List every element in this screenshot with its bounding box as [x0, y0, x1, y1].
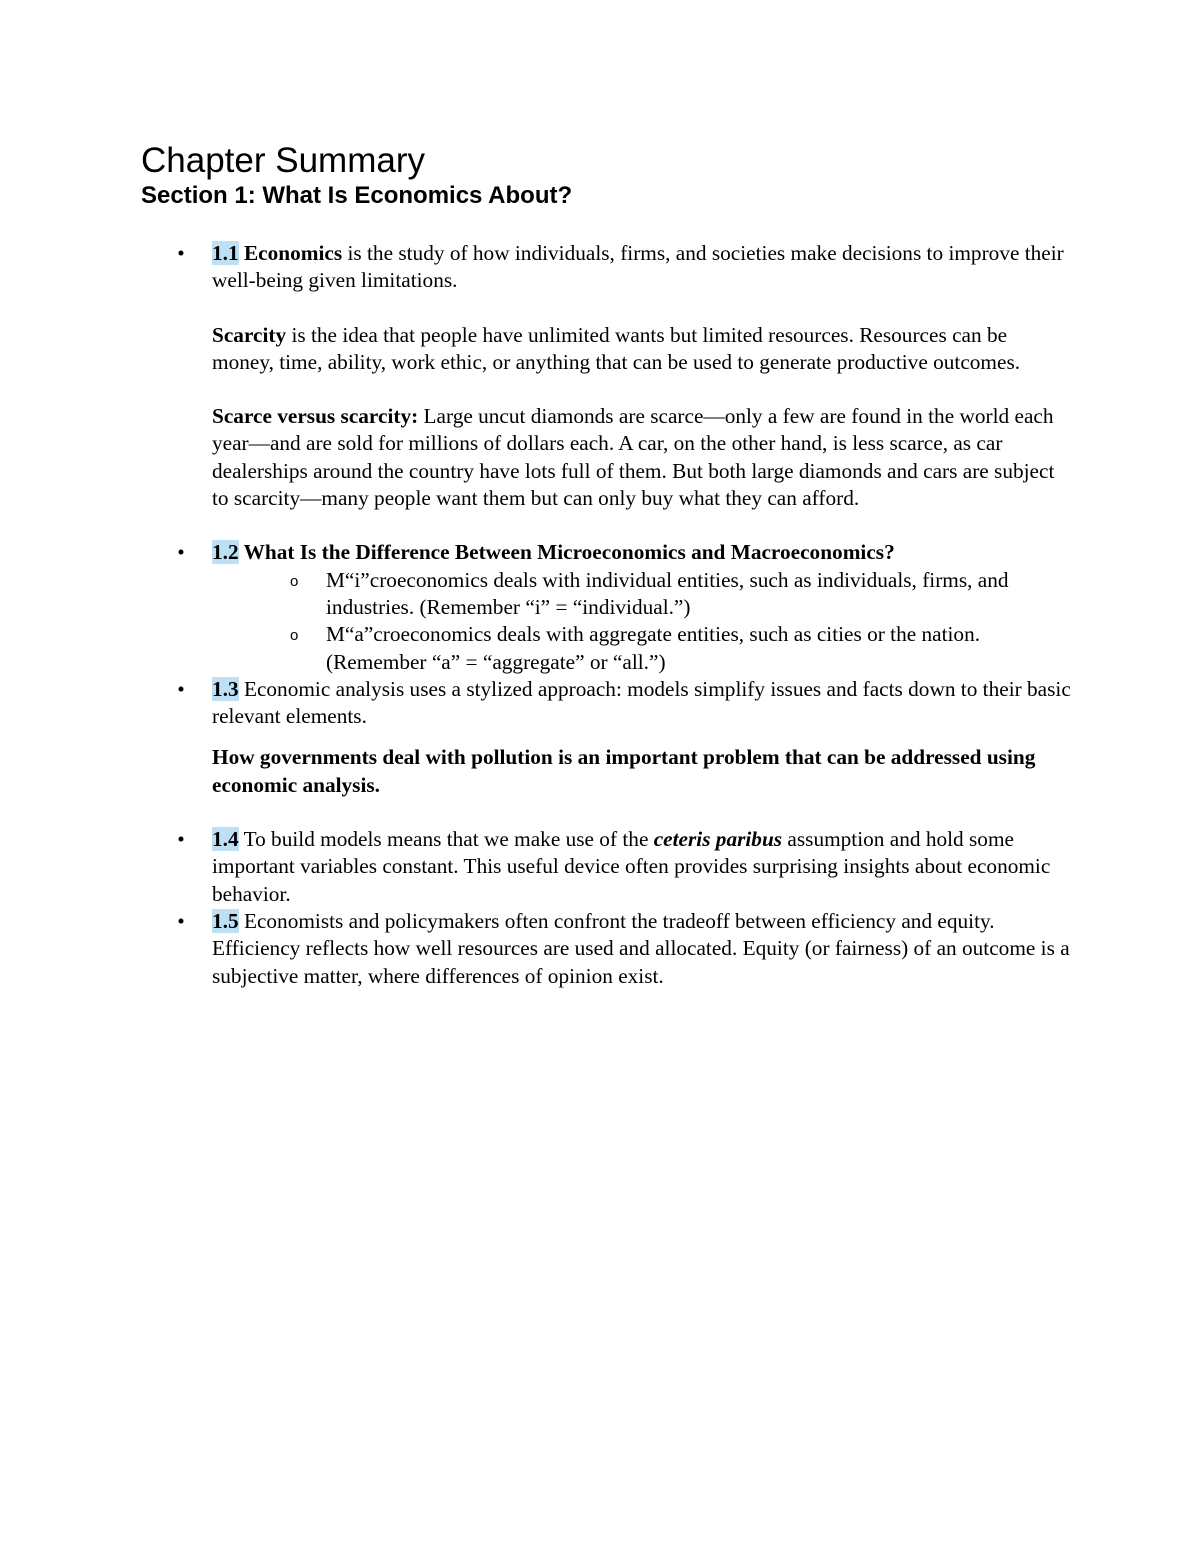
pollution-note [0, 744, 1072, 799]
term-scarce-vs-scarcity: Scarce versus scarcity: [212, 404, 419, 429]
item-heading: What Is the Difference Between Microeconomics and Macroeconomics? [238, 540, 895, 565]
term-economics: Economics [243, 241, 343, 265]
item-number: 1.4 [212, 827, 239, 852]
pollution-note-text: How governments deal with pollution is an important problem that can be addressed using economic analysis. [212, 745, 1036, 797]
item-text: Economists and policymakers often confront the tradeoff between efficiency and equity. Efficiency reflects how well resources are used and allocated. Equity (or fairness) of an outcome is a subjective matter, where differences of opinion exist. [212, 908, 1070, 988]
section-title: Section 1: What Is Economics About? [141, 182, 573, 209]
sub-bullet-icon: o [290, 627, 299, 645]
item-text: is the study of how individuals, firms, and societies make decisions to improve their well-being given limitations. [212, 241, 1064, 293]
item-1-3-text [212, 676, 1072, 731]
summary-body [0, 240, 1200, 990]
item-1-5-text [212, 908, 1072, 990]
sub-item-macroeconomics [0, 621, 1066, 676]
item-number: 1.5 [212, 908, 239, 933]
item-number: 1.2 [212, 540, 239, 565]
item-1-4-text [212, 826, 1072, 908]
summary-item-1-4 [0, 826, 1072, 908]
term-scarcity: Scarcity [212, 322, 287, 347]
item-text: To build models means that we make use of the [238, 827, 654, 852]
summary-item-1-3 [0, 676, 1072, 731]
bullet-icon: • [177, 827, 185, 852]
item-text: Large uncut diamonds are scarce—only a few are found in the world each year—and are sold for millions of dollars each. A car, on the other hand, is less scarce, as car dealerships around the country have lots full of them. But both large diamonds and cars are subject to scarcity—many people want them but can only buy what they can afford. [212, 404, 1055, 511]
sub-item-text: M“a”croeconomics deals with aggregate entities, such as cities or the nation. (Remember “a” = “aggregate” or “all.”) [326, 622, 981, 674]
chapter-title: Chapter Summary [141, 141, 425, 180]
item-1-2-heading [212, 539, 1072, 566]
sub-bullet-icon: o [290, 572, 299, 590]
bullet-icon: • [177, 676, 185, 701]
item-text: Economic analysis uses a stylized approach: models simplify issues and facts down to their basic relevant elements. [212, 676, 1071, 729]
item-number: 1.3 [212, 676, 239, 701]
summary-item-1-1 [0, 240, 1072, 512]
item-text: is the idea that people have unlimited wants but limited resources. Resources can be money, time, ability, work ethic, or anything that can be used to generate productive outcomes. [212, 322, 1021, 374]
item-1-1-definition [212, 240, 1072, 295]
summary-item-1-5 [0, 908, 1072, 990]
item-1-1-scarcity [212, 322, 1072, 377]
item-1-1-scarce-vs-scarcity [212, 403, 1072, 512]
bullet-icon: • [177, 540, 185, 565]
bullet-icon: • [177, 908, 185, 933]
item-number: 1.1 [212, 241, 239, 265]
sub-item-text: M“i”croeconomics deals with individual entities, such as individuals, firms, and industries. (Remember “i” = “individual.”) [326, 567, 1009, 619]
item-text: assumption and hold some important variables constant. This useful device often provides surprising insights about economic behavior. [212, 827, 1051, 906]
sub-item-microeconomics [0, 567, 1066, 622]
term-ceteris-paribus: ceteris paribus [653, 827, 783, 852]
bullet-icon: • [177, 241, 185, 265]
summary-item-1-2 [0, 539, 1072, 566]
